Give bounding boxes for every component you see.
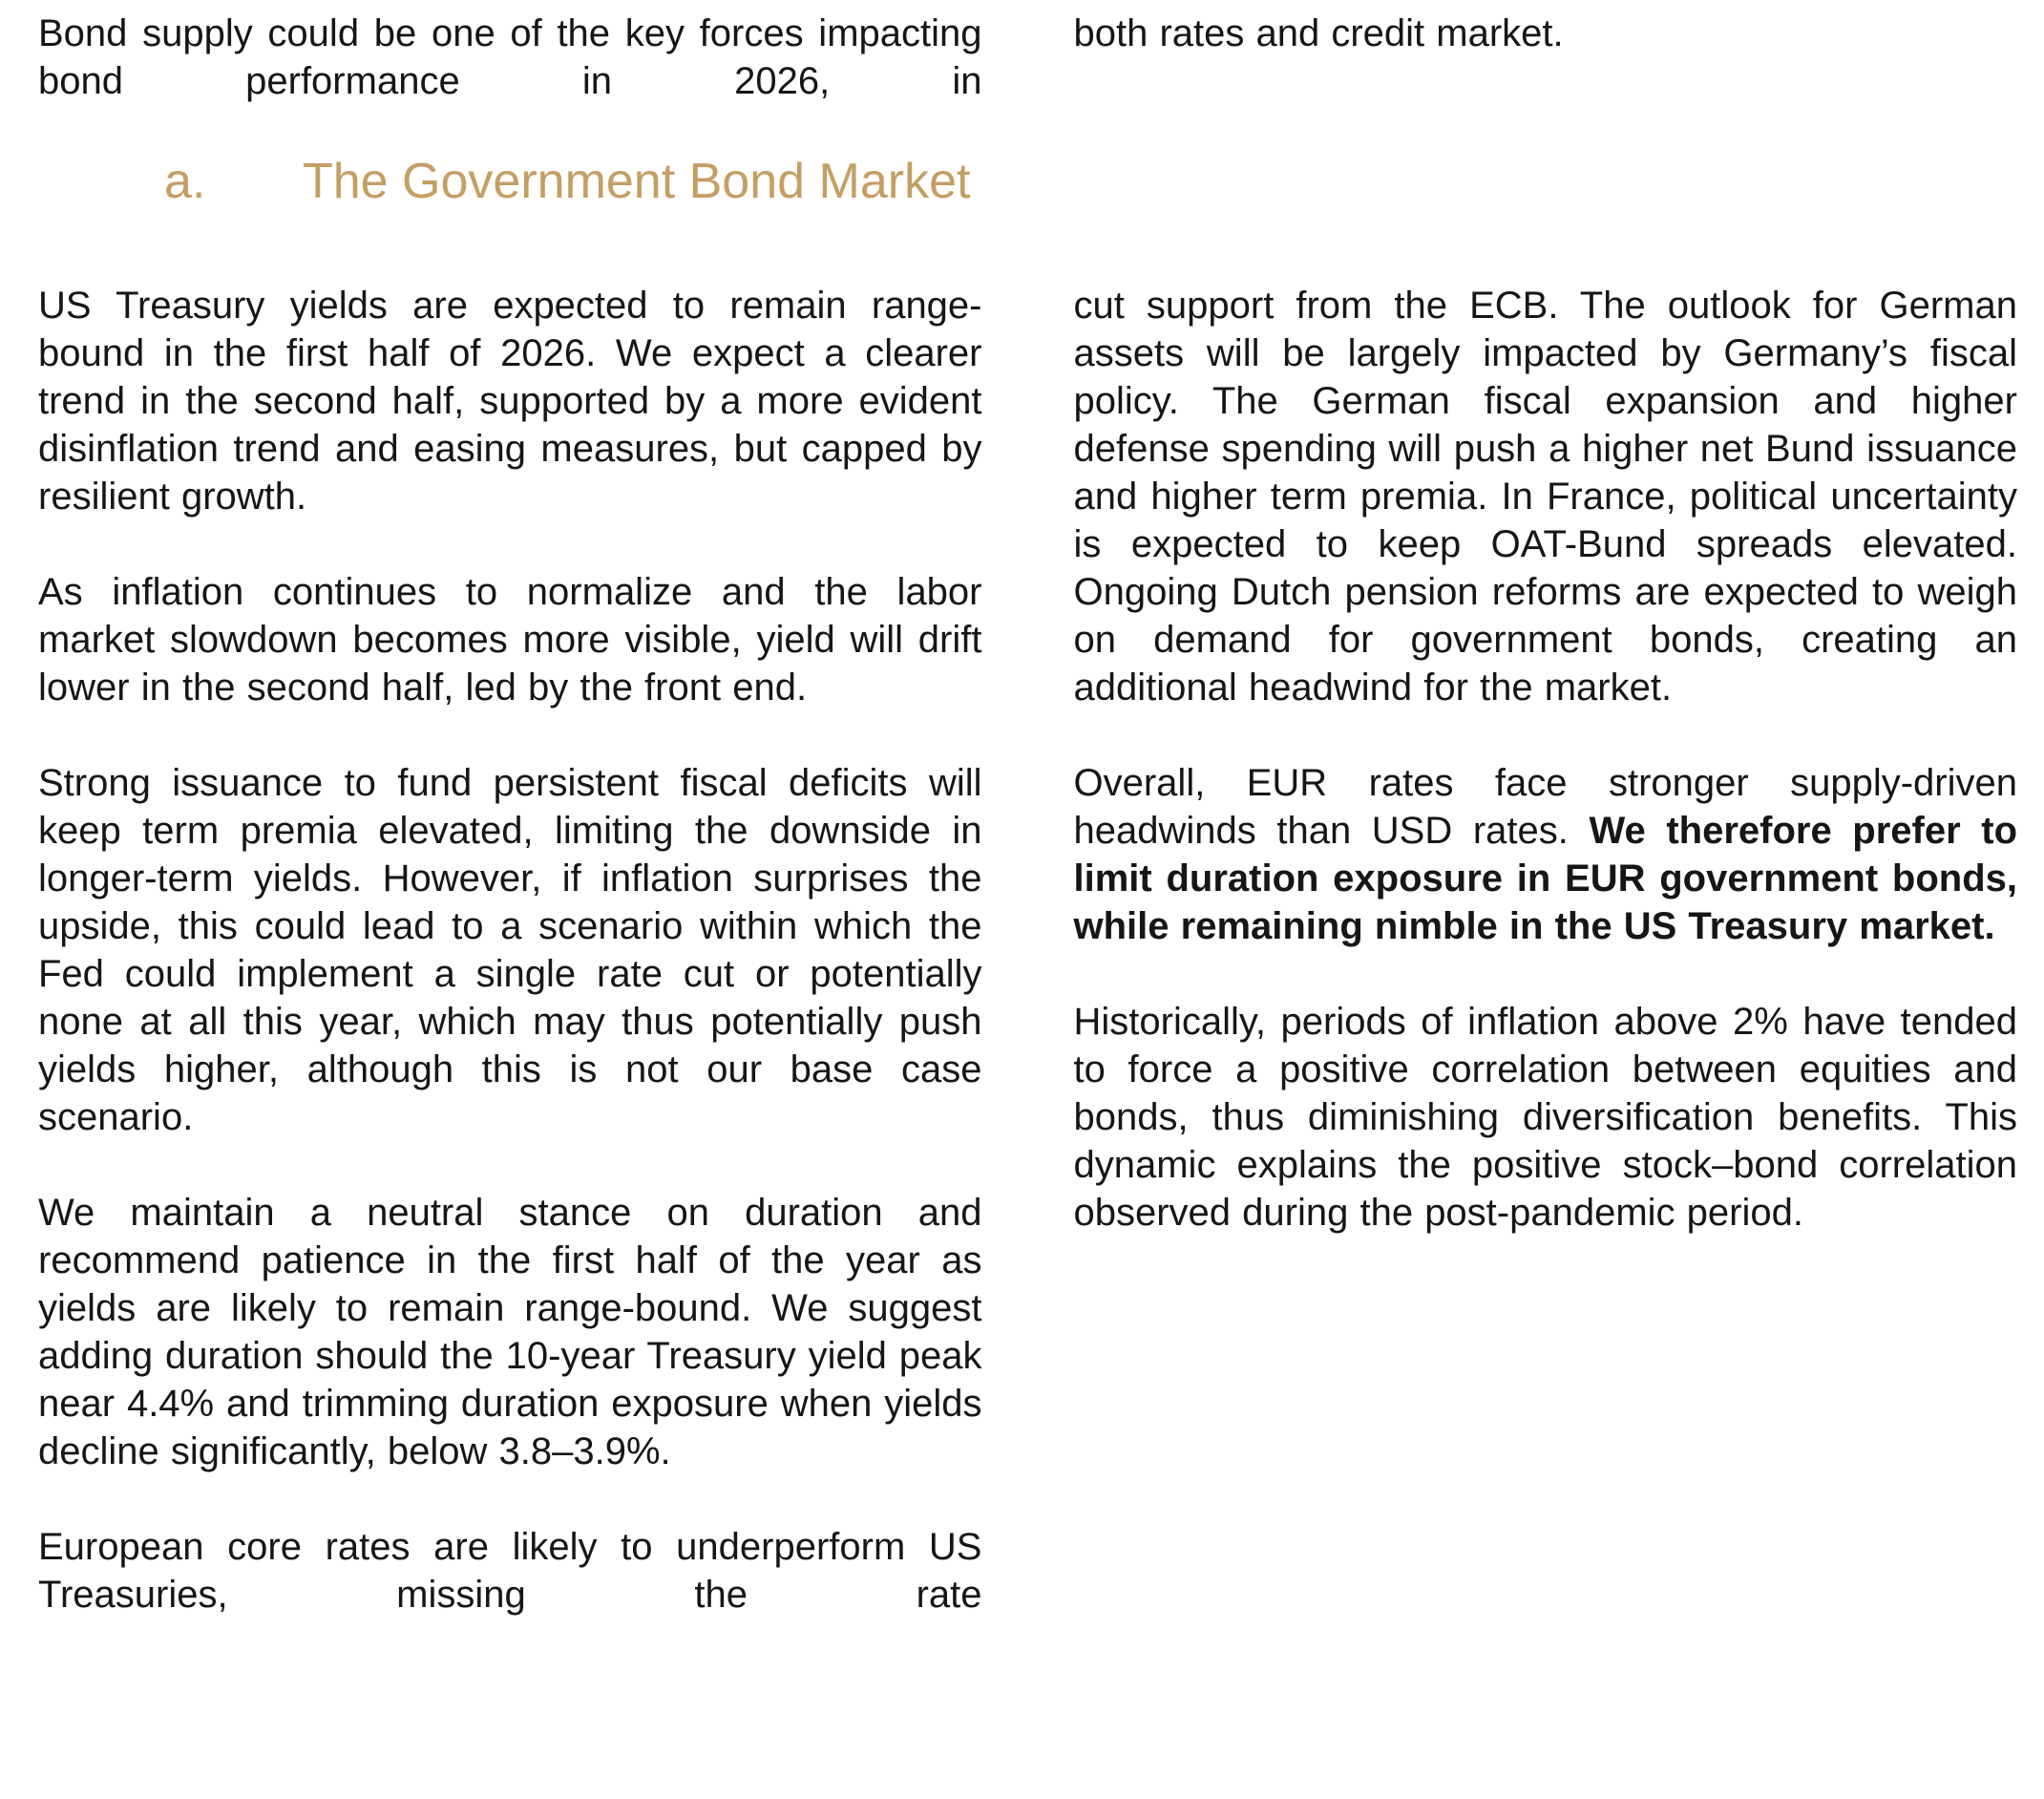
body-text: We maintain a neutral stance on duration and recommend patience in the first half of the year as yields are likely to remain range-bound. We suggest adding duration should the 10-year Treasury yield peak near 4.4% and trimming duration exposure when yields decline significantly, below 3.8–3.9%. bbox=[38, 1192, 982, 1473]
left-column bbox=[38, 282, 982, 1619]
paragraph bbox=[38, 759, 982, 1141]
body-text: cut support from the ECB. The outlook for German assets will be largely impacted by Germany’s fiscal policy. The German fiscal expansion and higher defense spending will push a higher net Bund issuance and higher term premia. In France, political uncertainty is expected to keep OAT-Bund spreads elevated. Ongoing Dutch pension reforms are expected to weigh on demand for government bonds, creating an additional headwind for the market. bbox=[1073, 285, 2017, 709]
section-heading-marker: a. bbox=[164, 154, 206, 209]
paragraph bbox=[1074, 998, 2018, 1237]
body-text: Overall, EUR rates face stronger supply-driven headwinds than USD rates. bbox=[1073, 762, 2017, 853]
section-heading bbox=[164, 155, 2017, 209]
paragraph bbox=[1074, 10, 2018, 57]
right-column bbox=[1074, 282, 2018, 1619]
paragraph bbox=[1074, 759, 2018, 950]
paragraph bbox=[38, 10, 982, 105]
body-text: Bond supply could be one of the key forces impacting bond performance in 2026, in bbox=[38, 12, 982, 102]
body-text: Strong issuance to fund persistent fiscal deficits will keep term premia elevated, limiting the downside in longer-term yields. However, if inflation surprises the upside, this could lead to a scenario within which the Fed could implement a single rate cut or potentially none at all this year, which may thus potentially push yields higher, although this is not our base case scenario. bbox=[38, 762, 982, 1139]
intro-left-column bbox=[38, 10, 982, 105]
section-heading-title: The Government Bond Market bbox=[303, 154, 971, 209]
paragraph bbox=[38, 568, 982, 711]
body-text: US Treasury yields are expected to remain range-bound in the first half of 2026. We expect a clearer trend in the second half, supported by a more evident disinflation trend and easing measures, but capped by resilient growth. bbox=[38, 285, 982, 519]
body-text: European core rates are likely to underperform US Treasuries, missing the rate bbox=[38, 1526, 982, 1617]
paragraph bbox=[38, 1523, 982, 1619]
paragraph bbox=[38, 1189, 982, 1475]
paragraph bbox=[1074, 282, 2018, 711]
intro-right-column bbox=[1074, 10, 2018, 105]
body-row bbox=[38, 282, 2017, 1619]
body-text: Historically, periods of inflation above 2% have tended to force a positive correlation between equities and bonds, thus diminishing diversification benefits. This dynamic explains the positive stock–bond correlation observed during the post-pandemic period. bbox=[1073, 1001, 2017, 1235]
intro-row bbox=[38, 10, 2017, 105]
emphasized-text: We therefore prefer to limit duration exposure in EUR government bonds, while remaining nimble in the US Treasury market. bbox=[1073, 810, 2018, 948]
paragraph bbox=[38, 282, 982, 520]
body-text: both rates and credit market. bbox=[1073, 12, 1564, 54]
body-text: As inflation continues to normalize and the labor market slowdown becomes more visible, yield will drift lower in the second half, led by the front end. bbox=[38, 571, 982, 709]
